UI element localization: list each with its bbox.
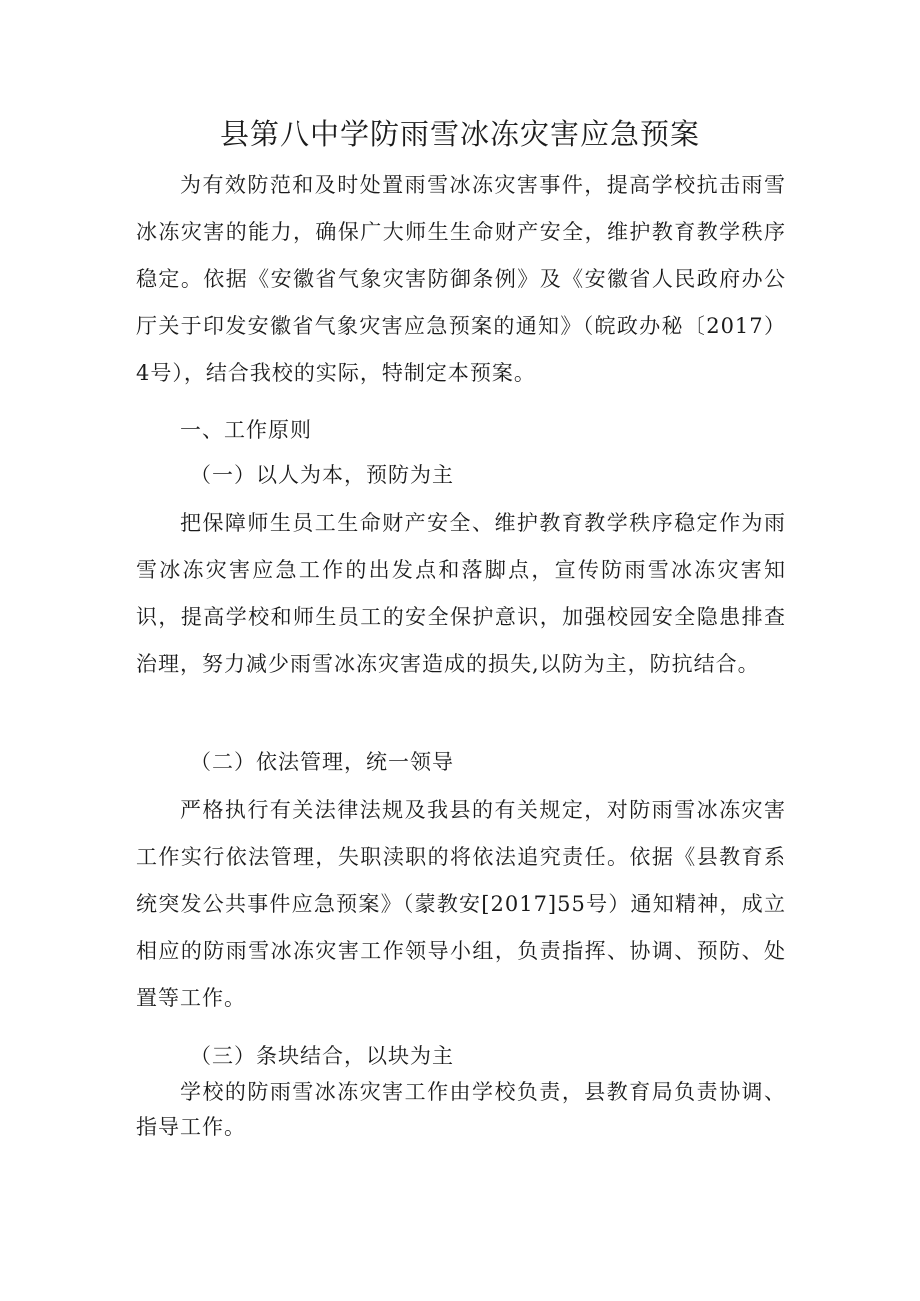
subsection-body-3: 学校的防雨雪冰冻灾害工作由学校负责，县教育局负责协调、指导工作。 xyxy=(136,1080,786,1139)
section-heading-work-principles: 一、工作原则 xyxy=(180,418,312,442)
subsection-heading-3: （三）条块结合，以块为主 xyxy=(190,1044,454,1068)
subsection-body-2: 严格执行有关法律法规及我县的有关规定，对防雨雪冰冻灾害工作实行依法管理，失职渎职的将依法追究责任。依据《县教育系统突发公共事件应急预案》（蒙教安[2017]55号）通知精神，成立相应的防雨雪冰冻灾害工作领导小组，负责指挥、协调、预防、处置等工作。 xyxy=(136,798,786,1010)
subsection-heading-2: （二）依法管理，统一领导 xyxy=(190,750,454,774)
subsection-body-1: 把保障师生员工生命财产安全、维护教育教学秩序稳定作为雨雪冰冻灾害应急工作的出发点和落脚点，宣传防雨雪冰冻灾害知识，提高学校和师生员工的安全保护意识，加强校园安全隐患排查治理，努力减少雨雪冰冻灾害造成的损失,以防为主，防抗结合。 xyxy=(136,511,786,676)
document-title: 县第八中学防雨雪冰冻灾害应急预案 xyxy=(219,117,700,151)
intro-paragraph: 为有效防范和及时处置雨雪冰冻灾害事件，提高学校抗击雨雪冰冻灾害的能力，确保广大师生生命财产安全，维护教育教学秩序稳定。依据《安徽省气象灾害防御条例》及《安徽省人民政府办公厅关于印发安徽省气象灾害应急预案的通知》（皖政办秘〔2017）4号），结合我校的实际，特制定本预案。 xyxy=(136,173,786,385)
subsection-heading-1: （一）以人为本，预防为主 xyxy=(190,463,454,487)
